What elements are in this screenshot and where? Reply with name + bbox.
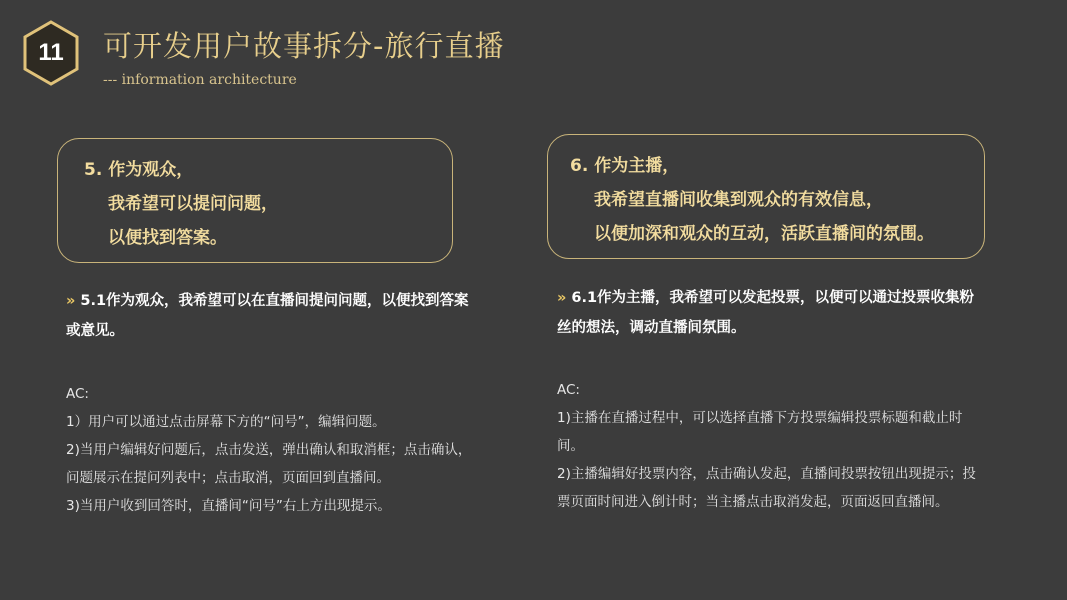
card-line: 以便加深和观众的互动，活跃直播间的氛围。	[594, 224, 934, 244]
page-subtitle: --- information architecture	[103, 72, 297, 88]
acceptance-criteria-host	[557, 376, 987, 516]
card-line: 我希望直播间收集到观众的有效信息，	[594, 190, 883, 210]
ac-item: 3)当用户收到回答时，直播间“问号”右上方出现提示。	[66, 498, 391, 514]
card-line: 5. 作为观众，	[84, 160, 194, 180]
ac-item: 2)当用户编辑好问题后，点击发送，弹出确认和取消框；点击确认，问题展示在提问列表中；点击取消，页面回到直播间。	[66, 442, 472, 486]
story-card-viewer	[57, 138, 453, 263]
user-story-text: 6.1作为主播，我希望可以发起投票，以便可以通过投票收集粉丝的想法，调动直播间氛围。	[557, 290, 975, 336]
card-line: 以便找到答案。	[108, 228, 227, 248]
user-story-text: 5.1作为观众，我希望可以在直播间提问问题，以便找到答案或意见。	[66, 293, 469, 339]
user-story-host	[557, 283, 987, 343]
ac-item: 1)主播在直播过程中，可以选择直播下方投票编辑投票标题和截止时间。	[557, 410, 963, 454]
user-story-viewer	[66, 286, 482, 346]
story-card-host	[547, 134, 985, 259]
ac-label: AC:	[557, 382, 580, 398]
page-title: 可开发用户故事拆分-旅行直播	[103, 29, 505, 63]
ac-item: 2)主播编辑好投票内容，点击确认发起，直播间投票按钮出现提示；投票页面时间进入倒计时；当主播点击取消发起，页面返回直播间。	[557, 466, 976, 510]
double-chevron-right-icon: »	[557, 290, 564, 306]
ac-label: AC:	[66, 386, 89, 402]
ac-item: 1）用户可以通过点击屏幕下方的“问号”，编辑问题。	[66, 414, 386, 430]
slide-number-badge	[22, 20, 80, 86]
double-chevron-right-icon: »	[66, 293, 73, 309]
slide-number: 11	[38, 39, 64, 66]
card-line: 我希望可以提问问题，	[108, 194, 278, 214]
acceptance-criteria-viewer	[66, 380, 482, 520]
card-line: 6. 作为主播，	[570, 156, 680, 176]
